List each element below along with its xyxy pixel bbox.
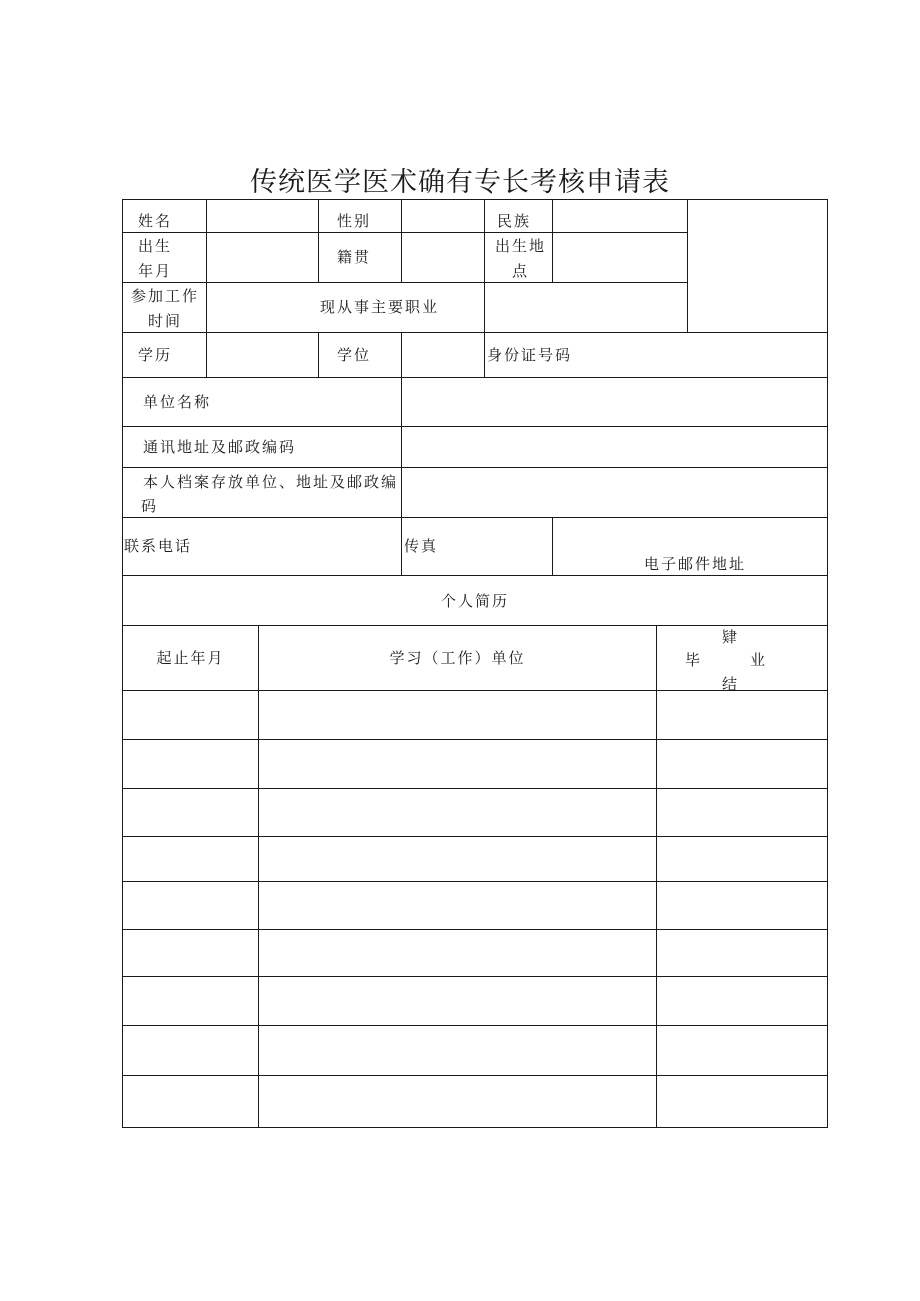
col-divider	[318, 199, 319, 283]
input-work-start[interactable]	[207, 283, 317, 331]
label-birth-line1: 出生	[138, 237, 173, 255]
table-border-bottom	[122, 1127, 828, 1128]
header-unit: 学习（工作）单位	[389, 649, 526, 667]
label-birthplace-line1: 出生地	[495, 237, 547, 255]
input-gender[interactable]	[402, 200, 483, 232]
input-archive[interactable]	[402, 468, 826, 516]
label-gender: 性别	[337, 212, 372, 230]
input-address-postcode[interactable]	[402, 427, 826, 466]
label-employer: 单位名称	[143, 393, 212, 411]
input-employer[interactable]	[402, 378, 826, 425]
input-name[interactable]	[207, 200, 317, 232]
input-native-place[interactable]	[402, 233, 483, 281]
input-ethnicity[interactable]	[553, 200, 686, 232]
label-archive-line2: 码	[141, 497, 159, 515]
input-occupation[interactable]	[485, 283, 686, 331]
label-occupation: 现从事主要职业	[320, 298, 440, 316]
resume-row[interactable]	[123, 740, 827, 788]
header-status-left: 毕	[685, 651, 703, 669]
resume-row[interactable]	[123, 691, 827, 739]
table-border-right	[827, 199, 828, 1128]
resume-row[interactable]	[123, 882, 827, 929]
resume-row[interactable]	[123, 930, 827, 976]
header-status-top: 肄	[722, 628, 740, 646]
col-divider	[552, 517, 553, 575]
header-period: 起止年月	[156, 649, 225, 667]
resume-row[interactable]	[123, 789, 827, 836]
label-work-start-line1: 参加工作	[131, 287, 200, 305]
row-divider	[122, 517, 828, 518]
label-ethnicity: 民族	[497, 212, 532, 230]
label-work-start-line2: 时间	[148, 312, 183, 330]
col-divider	[318, 332, 319, 377]
section-title-resume: 个人简历	[440, 592, 509, 610]
label-archive-line1: 本人档案存放单位、地址及邮政编	[143, 473, 399, 491]
label-name: 姓名	[138, 212, 173, 230]
input-birthplace[interactable]	[553, 233, 686, 281]
header-status-bottom: 结	[722, 675, 740, 693]
photo-box[interactable]	[688, 200, 826, 332]
input-degree[interactable]	[402, 333, 483, 376]
header-status-right: 业	[750, 651, 768, 669]
input-education[interactable]	[207, 333, 317, 376]
resume-row[interactable]	[123, 1076, 827, 1127]
resume-row[interactable]	[123, 977, 827, 1025]
label-native-place: 籍贯	[337, 248, 372, 266]
label-email: 电子邮件地址	[644, 555, 747, 573]
label-fax: 传真	[404, 537, 439, 555]
resume-row[interactable]	[123, 837, 827, 881]
input-birth[interactable]	[207, 233, 317, 281]
label-education: 学历	[138, 346, 173, 364]
label-degree: 学位	[337, 346, 372, 364]
label-id-number: 身份证号码	[487, 346, 573, 364]
label-address-postcode: 通讯地址及邮政编码	[143, 438, 297, 456]
label-birth-line2: 年月	[138, 262, 173, 280]
label-phone: 联系电话	[124, 537, 193, 555]
label-birthplace-line2: 点	[512, 262, 530, 280]
resume-row[interactable]	[123, 1026, 827, 1075]
form-title: 传统医学医术确有专长考核申请表	[250, 167, 670, 198]
